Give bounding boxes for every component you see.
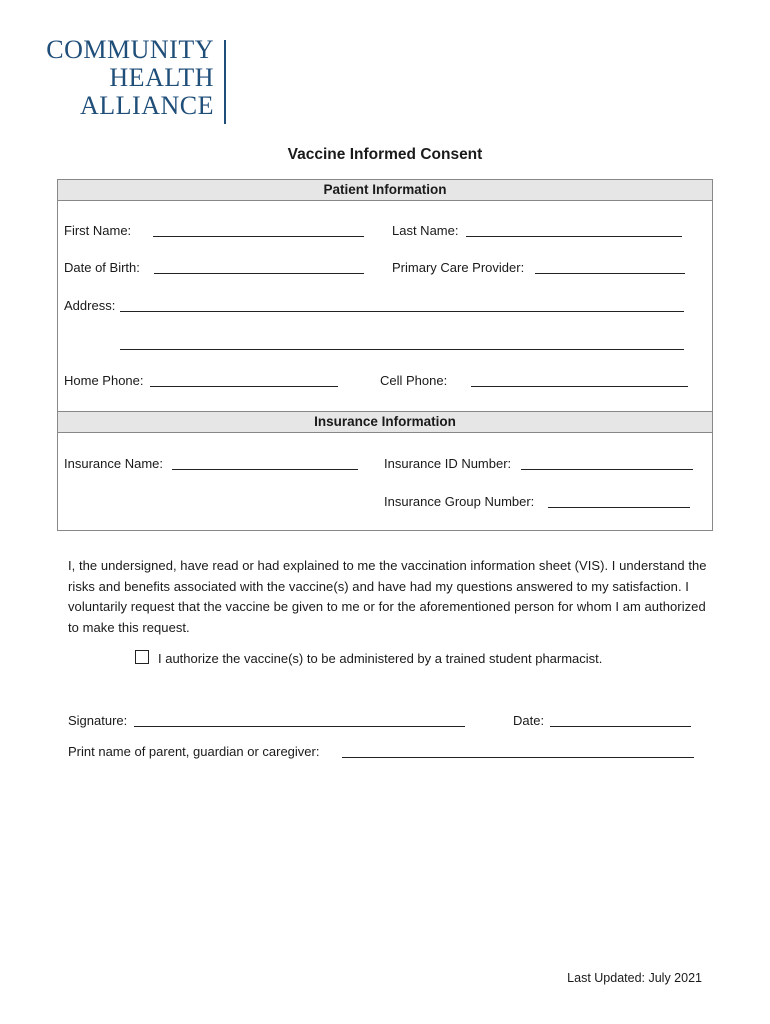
- authorize-label: I authorize the vaccine(s) to be administered by a trained student pharmacist.: [158, 651, 603, 666]
- first-name-field[interactable]: [153, 236, 364, 237]
- insurance-id-label: Insurance ID Number:: [384, 456, 512, 471]
- print-name-label: Print name of parent, guardian or caregiver:: [68, 744, 320, 759]
- first-name-label: First Name:: [64, 223, 132, 238]
- address-label: Address:: [64, 298, 116, 313]
- patient-info-header: Patient Information: [57, 179, 713, 201]
- print-name-field[interactable]: [342, 757, 694, 758]
- cell-phone-label: Cell Phone:: [380, 373, 448, 388]
- insurance-id-field[interactable]: [521, 469, 693, 470]
- last-name-label: Last Name:: [392, 223, 459, 238]
- logo-line-3: ALLIANCE: [80, 91, 214, 120]
- pcp-label: Primary Care Provider:: [392, 260, 525, 275]
- insurance-name-label: Insurance Name:: [64, 456, 163, 471]
- insurance-group-label: Insurance Group Number:: [384, 494, 535, 509]
- date-label: Date:: [513, 713, 545, 728]
- signature-label: Signature:: [68, 713, 128, 728]
- address-field-line-2[interactable]: [120, 349, 684, 350]
- last-name-field[interactable]: [466, 236, 682, 237]
- form-title: Vaccine Informed Consent: [287, 146, 483, 163]
- address-field-line-1[interactable]: [120, 311, 684, 312]
- consent-paragraph: I, the undersigned, have read or had explained to me the vaccination information sheet (VIS). I understand the risks and benefits associated with the vaccine(s) and have had my questions answered to my satisfaction. I voluntarily request that the vaccine be given to me or for the aforementioned person for whom I am authorized to make this request.: [68, 558, 707, 635]
- pcp-field[interactable]: [535, 273, 685, 274]
- logo-line-2: HEALTH: [109, 63, 214, 92]
- cell-phone-field[interactable]: [471, 386, 688, 387]
- dob-label: Date of Birth:: [64, 260, 140, 275]
- logo-divider: [224, 40, 226, 124]
- home-phone-field[interactable]: [150, 386, 338, 387]
- insurance-group-field[interactable]: [548, 507, 690, 508]
- last-updated-footer: Last Updated: July 2021: [567, 971, 702, 985]
- logo-line-1: COMMUNITY: [46, 35, 214, 64]
- date-field[interactable]: [550, 726, 691, 727]
- home-phone-label: Home Phone:: [64, 373, 144, 388]
- insurance-name-field[interactable]: [172, 469, 358, 470]
- dob-field[interactable]: [154, 273, 364, 274]
- signature-field[interactable]: [134, 726, 465, 727]
- community-health-alliance-logo: [46, 35, 226, 126]
- authorize-checkbox[interactable]: [135, 650, 149, 664]
- insurance-info-header: Insurance Information: [57, 411, 713, 433]
